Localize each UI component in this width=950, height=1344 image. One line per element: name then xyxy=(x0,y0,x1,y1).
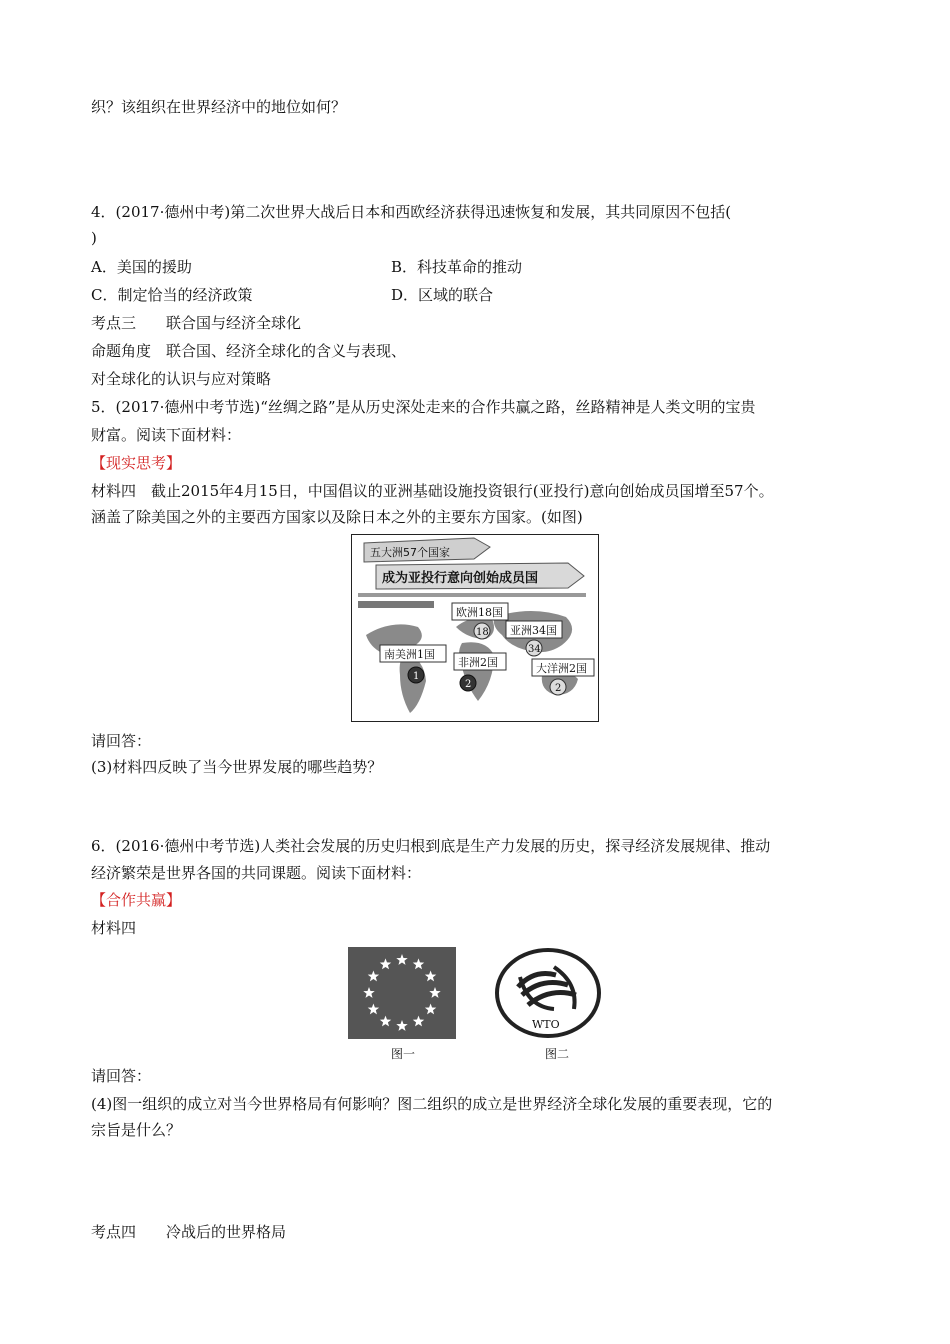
star-icon xyxy=(413,958,424,969)
wto-logo-icon xyxy=(494,947,602,1039)
option-a: A．美国的援助 xyxy=(91,258,192,276)
aiib-map-figure xyxy=(351,534,599,722)
material-4-text-cont: 涵盖了除美国之外的主要西方国家以及除日本之外的主要东方国家。(如图) xyxy=(91,508,583,526)
star-icon xyxy=(363,987,374,998)
question-5-stem-cont: 财富。阅读下面材料： xyxy=(91,426,242,444)
question-3-continuation: 织？该组织在世界经济中的地位如何？ xyxy=(91,98,347,116)
south-america-count: 1 xyxy=(413,671,420,682)
figure-1-caption: 图一 xyxy=(391,1047,416,1061)
star-icon xyxy=(368,971,379,982)
option-c: C．制定恰当的经济政策 xyxy=(91,286,253,304)
section-tag-xianshi: 【现实思考】 xyxy=(91,454,182,472)
question-6-sub-4-cont: 宗旨是什么？ xyxy=(91,1121,182,1139)
oceania-label: 大洋洲2国 xyxy=(536,662,587,675)
question-6-stem: 6．(2016·德州中考节选)人类社会发展的历史归根到底是生产力发展的历史，探寻经济发展规律、推动 xyxy=(91,837,771,855)
star-icon xyxy=(429,987,440,998)
europe-count: 18 xyxy=(476,627,489,638)
question-6-sub-4: (4)图一组织的成立对当今世界格局有何影响？图二组织的成立是世界经济全球化发展的重要表现，它的 xyxy=(91,1095,773,1113)
question-5-sub-3: (3)材料四反映了当今世界发展的哪些趋势？ xyxy=(91,758,383,776)
star-icon xyxy=(396,954,407,965)
figure-2-caption: 图二 xyxy=(545,1047,570,1061)
wto-logo-figure xyxy=(494,947,602,1039)
section-tag-hezuo: 【合作共赢】 xyxy=(91,891,182,909)
south-america-label: 南美洲1国 xyxy=(384,648,435,661)
kaodian-4-title: 考点四 冷战后的世界格局 xyxy=(91,1223,287,1241)
kaodian-3-angle-cont: 对全球化的认识与应对策略 xyxy=(91,370,272,388)
star-icon xyxy=(413,1016,424,1027)
answer-prompt-6: 请回答： xyxy=(91,1067,152,1085)
star-icon xyxy=(380,958,391,969)
subtitle-strip xyxy=(358,593,586,597)
world-map-illustration xyxy=(352,535,598,721)
star-icon xyxy=(368,1004,379,1015)
star-icon xyxy=(425,971,436,982)
europe-label: 欧洲18国 xyxy=(456,606,503,619)
banner-title-1: 五大洲57个国家 xyxy=(370,546,450,559)
star-icon xyxy=(396,1020,407,1031)
option-b: B．科技革命的推动 xyxy=(391,258,523,276)
option-d: D．区域的联合 xyxy=(391,286,494,304)
kaodian-3-angle: 命题角度 联合国、经济全球化的含义与表现、 xyxy=(91,342,407,360)
africa-count: 2 xyxy=(465,679,472,690)
asia-count: 34 xyxy=(528,644,541,655)
eu-flag-figure xyxy=(348,947,456,1039)
oceania-count: 2 xyxy=(555,683,562,694)
wto-text: WTO xyxy=(532,1018,560,1031)
kaodian-3-title: 考点三 联合国与经济全球化 xyxy=(91,314,302,332)
material-4-text: 材料四 截止2015年4月15日，中国倡议的亚洲基础设施投资银行(亚投行)意向创始成员国增至57个。 xyxy=(91,482,774,500)
banner-title-2: 成为亚投行意向创始成员国 xyxy=(382,571,539,586)
africa-label: 非洲2国 xyxy=(458,656,498,669)
question-4-stem: 4．(2017·德州中考)第二次世界大战后日本和西欧经济获得迅速恢复和发展，其共同原因不包括( xyxy=(91,203,732,221)
star-icon xyxy=(380,1016,391,1027)
asia-label: 亚洲34国 xyxy=(510,624,557,637)
question-4-stem-paren: ) xyxy=(91,229,97,247)
eu-stars-icon xyxy=(348,947,456,1039)
question-5-stem: 5．(2017·德州中考节选)“丝绸之路”是从历史深处走来的合作共赢之路，丝路精神是人类文明的宝贵 xyxy=(91,398,756,416)
strip-label xyxy=(358,601,434,608)
question-6-stem-cont: 经济繁荣是世界各国的共同课题。阅读下面材料： xyxy=(91,864,422,882)
answer-prompt-5: 请回答： xyxy=(91,732,152,750)
asia-label-group xyxy=(506,621,562,656)
material-4-label: 材料四 xyxy=(91,919,137,937)
star-icon xyxy=(425,1004,436,1015)
